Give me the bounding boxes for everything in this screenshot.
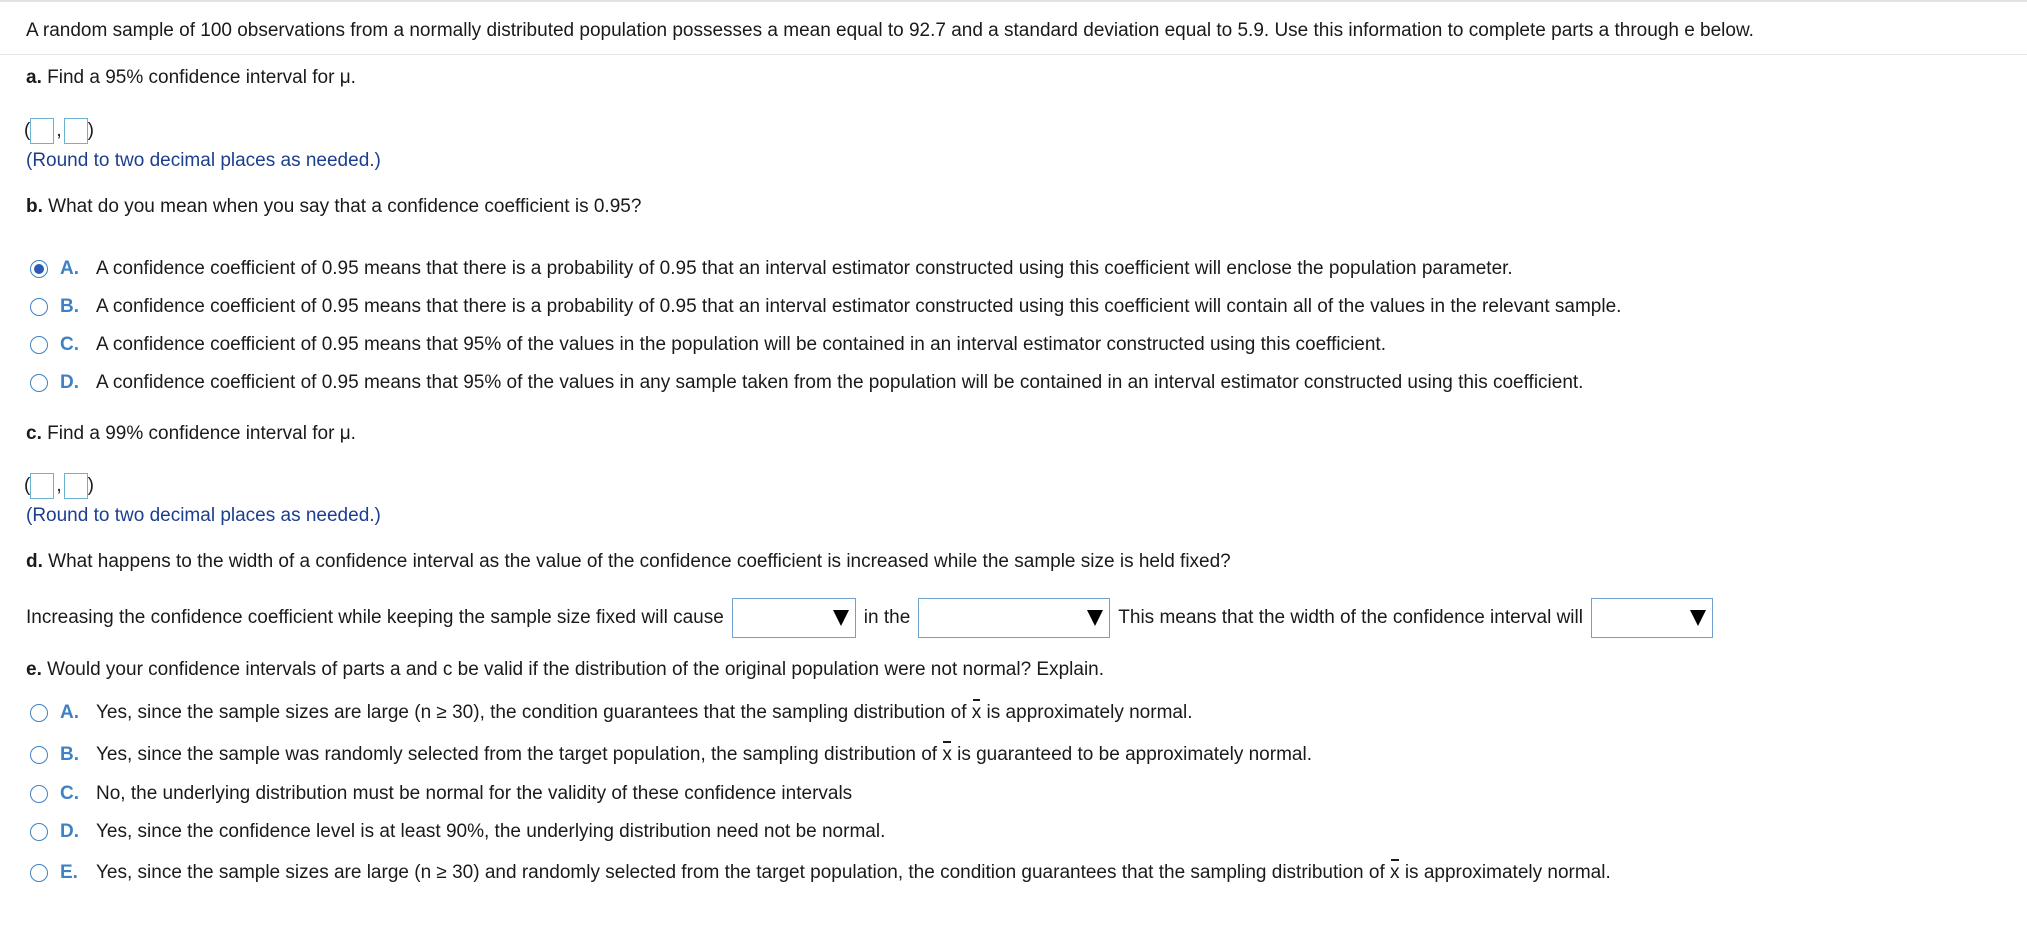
option-letter: C. — [60, 334, 79, 355]
option-text: A confidence coefficient of 0.95 means that there is a probability of 0.95 that an interval estimator constructed using this coefficient will contain all of the values in the relevant sample. — [96, 296, 1622, 317]
part-c-upper-input[interactable] — [64, 473, 88, 499]
radio-icon[interactable] — [30, 336, 48, 354]
part-c-interval: ( , ) — [24, 471, 94, 501]
dropdown-arrow-icon — [833, 610, 849, 626]
option-text: A confidence coefficient of 0.95 means that 95% of the values in the population will be contained in an interval estimator constructed using this coefficient. — [96, 334, 1386, 355]
part-d-sentence-2: in the — [863, 607, 911, 628]
part-e-question — [26, 659, 1104, 681]
radio-icon[interactable] — [30, 704, 48, 722]
option-text-pre: Yes, since the sample sizes are large (n ≥ 30) and randomly selected from the target population, the condition guarantees that the sampling distribution of — [96, 862, 1391, 883]
radio-icon[interactable] — [30, 746, 48, 764]
option-text: No, the underlying distribution must be normal for the validity of these confidence intervals — [96, 783, 853, 804]
problem-intro: A random sample of 100 observations from a normally distributed population possesses a mean equal to 92.7 and a standard deviation equal to 5.9. Use this information to complete parts a through e below. — [26, 20, 1754, 41]
part-a-lower-input[interactable] — [30, 118, 54, 144]
radio-icon[interactable] — [30, 374, 48, 392]
part-b-option-b[interactable] — [30, 296, 1621, 318]
part-d-question — [26, 551, 1231, 573]
part-d-dropdown-2[interactable] — [918, 598, 1110, 638]
radio-icon[interactable] — [30, 298, 48, 316]
part-b-question — [26, 196, 641, 218]
option-text-post: is approximately normal. — [981, 702, 1193, 723]
option-letter: D. — [60, 372, 79, 393]
part-e-option-a[interactable] — [30, 702, 1192, 724]
x-bar-symbol: x — [971, 702, 982, 723]
part-c-hint: (Round to two decimal places as needed.) — [26, 505, 381, 526]
part-d-sentence — [26, 597, 1721, 639]
option-letter: A. — [60, 258, 79, 279]
part-e-option-e[interactable] — [30, 862, 1611, 884]
part-b-text: What do you mean when you say that a confidence coefficient is 0.95? — [48, 196, 642, 217]
option-text: Yes, since the confidence level is at least 90%, the underlying distribution need not be normal. — [96, 821, 886, 842]
part-c-text: Find a 99% confidence interval for μ. — [47, 423, 356, 444]
radio-icon[interactable] — [30, 823, 48, 841]
option-letter: E. — [60, 862, 78, 883]
part-d-label: d. — [26, 551, 43, 572]
part-b-option-c[interactable] — [30, 334, 1386, 356]
part-e-label: e. — [26, 659, 42, 680]
part-a-upper-input[interactable] — [64, 118, 88, 144]
part-c-question — [26, 423, 356, 445]
radio-icon[interactable] — [30, 864, 48, 882]
option-letter: C. — [60, 783, 79, 804]
part-d-dropdown-3[interactable] — [1591, 598, 1713, 638]
part-d-sentence-1: Increasing the confidence coefficient while keeping the sample size fixed will cause — [26, 607, 724, 628]
option-text-post: is approximately normal. — [1399, 862, 1611, 883]
option-text: A confidence coefficient of 0.95 means that 95% of the values in any sample taken from the population will be contained in an interval estimator constructed using this coefficient. — [96, 372, 1584, 393]
part-c-lower-input[interactable] — [30, 473, 54, 499]
option-text-pre: Yes, since the sample was randomly selected from the target population, the sampling distribution of — [96, 744, 943, 765]
part-a-interval: ( , ) — [24, 116, 94, 146]
part-a-text: Find a 95% confidence interval for μ. — [47, 67, 356, 88]
option-text-pre: Yes, since the sample sizes are large (n ≥ 30), the condition guarantees that the sampling distribution of — [96, 702, 972, 723]
x-bar-symbol: x — [942, 744, 952, 765]
radio-icon[interactable] — [30, 785, 48, 803]
option-letter: A. — [60, 702, 79, 723]
radio-selected-icon[interactable] — [30, 260, 48, 278]
top-border — [0, 0, 2027, 2]
part-d-dropdown-1[interactable] — [732, 598, 856, 638]
part-e-text: Would your confidence intervals of parts a and c be valid if the distribution of the original population were not normal? Explain. — [47, 659, 1105, 680]
option-letter: B. — [60, 744, 79, 765]
part-b-option-d[interactable] — [30, 372, 1583, 394]
option-text: A confidence coefficient of 0.95 means that there is a probability of 0.95 that an interval estimator constructed using this coefficient will enclose the population parameter. — [96, 258, 1513, 279]
part-a-hint: (Round to two decimal places as needed.) — [26, 150, 381, 171]
option-letter: B. — [60, 296, 79, 317]
part-d-text: What happens to the width of a confidence interval as the value of the confidence coefficient is increased while the sample size is held fixed? — [48, 551, 1231, 572]
dropdown-arrow-icon — [1690, 610, 1706, 626]
part-b-option-a[interactable] — [30, 258, 1513, 280]
option-letter: D. — [60, 821, 79, 842]
part-a-question — [26, 67, 356, 89]
dropdown-arrow-icon — [1087, 610, 1103, 626]
part-e-option-c[interactable] — [30, 783, 852, 805]
part-e-option-d[interactable] — [30, 821, 885, 843]
part-d-sentence-3: This means that the width of the confidence interval will — [1118, 607, 1583, 628]
option-text-post: is guaranteed to be approximately normal. — [951, 744, 1312, 765]
part-b-label: b. — [26, 196, 43, 217]
part-e-option-b[interactable] — [30, 744, 1312, 766]
intro-divider — [0, 54, 2027, 55]
x-bar-symbol: x — [1390, 862, 1400, 883]
part-a-label: a. — [26, 67, 42, 88]
part-c-label: c. — [26, 423, 42, 444]
